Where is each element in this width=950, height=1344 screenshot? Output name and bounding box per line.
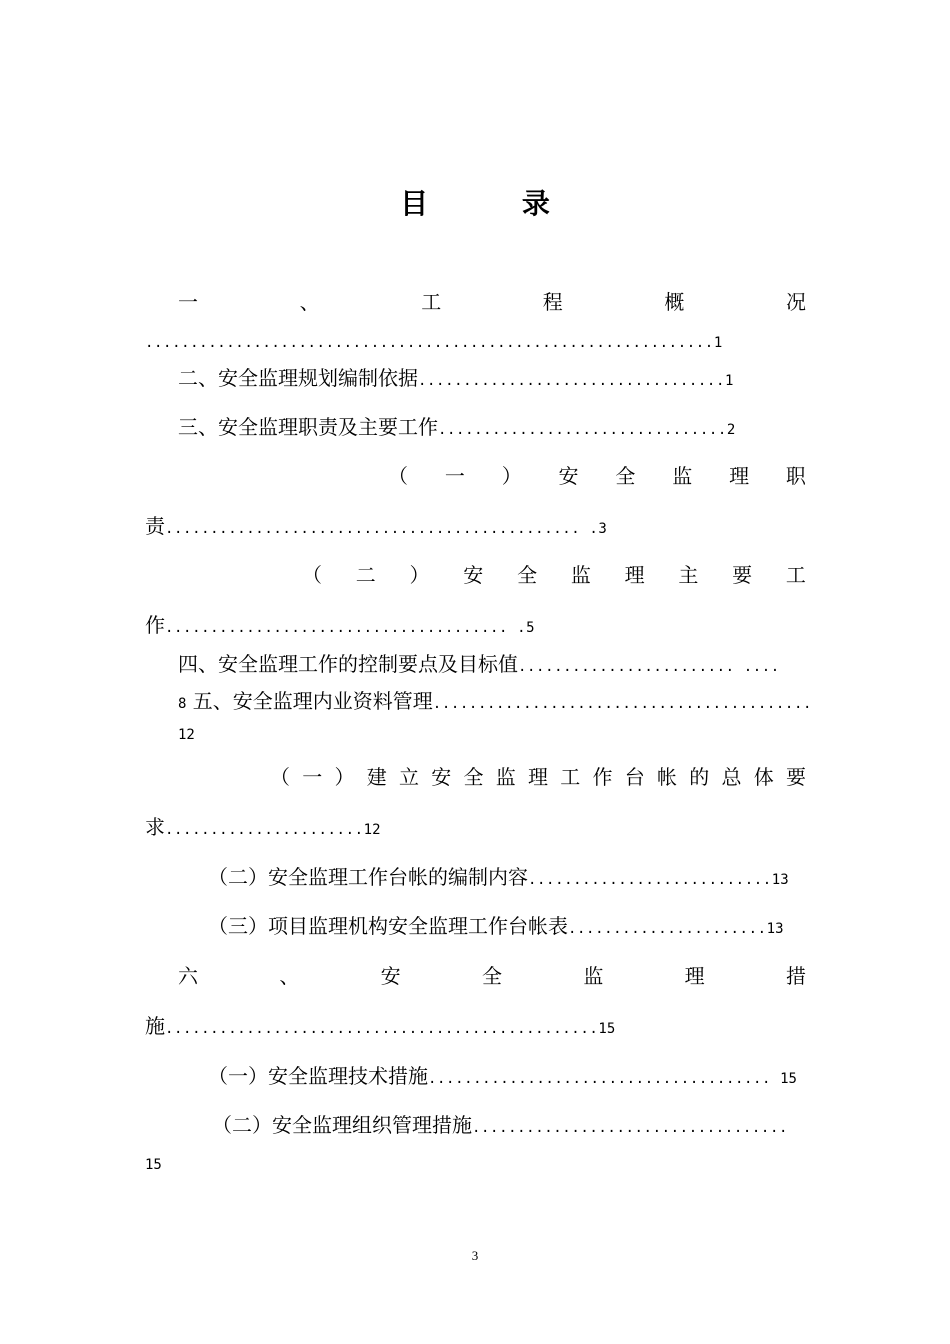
toc-char: 安 — [558, 464, 579, 488]
toc-entry-3[interactable] — [178, 413, 735, 444]
toc-char: 要 — [786, 765, 806, 789]
toc-char: 监 — [570, 563, 591, 587]
toc-entry-9[interactable] — [208, 863, 789, 894]
toc-entry-8-leader-line — [145, 813, 381, 844]
toc-char: ） — [334, 765, 355, 789]
toc-char: 理 — [684, 964, 705, 988]
toc-char: 体 — [753, 765, 774, 789]
toc-leader: ...................................... — [428, 1071, 781, 1087]
toc-entry-13-page-line — [145, 1148, 162, 1179]
toc-leader: ...................................... . — [165, 620, 527, 636]
toc-char: 安 — [463, 563, 484, 587]
toc-char: （ — [302, 563, 322, 587]
toc-leader: ........................ .... — [518, 659, 780, 675]
toc-char: 立 — [399, 765, 419, 789]
toc-page-number: 13 — [766, 921, 784, 937]
toc-entry-text: 二、安全监理规划编制依据 — [178, 366, 418, 390]
toc-char: 安 — [431, 765, 452, 789]
toc-char: 监 — [583, 964, 604, 988]
toc-char: 全 — [517, 563, 538, 587]
toc-char: 措 — [785, 964, 806, 988]
toc-entry-text: （二）安全监理工作台帐的编制内容 — [208, 865, 528, 889]
toc-leader: ................................................ — [165, 1021, 599, 1037]
toc-char: 程 — [542, 290, 563, 314]
toc-char: 主 — [678, 563, 699, 587]
toc-entry-11-heading — [178, 962, 806, 990]
toc-page-number: 3 — [598, 521, 607, 537]
toc-char: 、 — [299, 290, 320, 314]
toc-char: 作 — [592, 765, 613, 789]
toc-char: ） — [409, 563, 430, 587]
toc-page-number: 15 — [598, 1021, 616, 1037]
toc-char: 一 — [178, 290, 198, 314]
toc-leader: .......................................... — [432, 696, 813, 712]
toc-page-number: 8 — [178, 696, 187, 712]
toc-entry-2[interactable] — [178, 364, 733, 395]
toc-char: 理 — [624, 563, 645, 587]
toc-char: 安 — [380, 964, 401, 988]
toc-entry-10[interactable] — [208, 912, 784, 943]
toc-page-number: 2 — [726, 422, 736, 438]
toc-leader: ...................... — [568, 921, 767, 937]
toc-char: 台 — [624, 765, 645, 789]
toc-char: ） — [501, 464, 522, 488]
toc-char: 概 — [664, 290, 685, 314]
toc-char: 要 — [732, 563, 753, 587]
toc-entry-8-heading — [270, 763, 806, 791]
toc-leader: .................................. — [418, 373, 725, 389]
toc-leader: ................................... — [472, 1120, 789, 1136]
toc-page-number: 1 — [713, 335, 723, 351]
toc-char: 总 — [721, 765, 742, 789]
page-footer-number: 3 — [471, 1248, 479, 1263]
toc-char: 全 — [481, 964, 502, 988]
toc-char: 一 — [444, 464, 465, 488]
toc-char: 理 — [528, 765, 548, 789]
toc-entry-text: 五、安全监理内业资料管理 — [192, 689, 433, 713]
toc-entry-11-leader-line — [145, 1012, 615, 1043]
toc-entry-4-heading — [388, 462, 806, 490]
toc-char: 全 — [615, 464, 636, 488]
toc-entry-text: 求 — [145, 815, 165, 839]
toc-char: 理 — [729, 464, 750, 488]
toc-page-number: 15 — [780, 1071, 797, 1087]
toc-entry-1-leader-line — [145, 326, 722, 357]
toc-entry-text: 三、安全监理职责及主要工作 — [178, 415, 438, 439]
toc-page-number: 15 — [145, 1157, 162, 1173]
toc-page-number: 12 — [178, 727, 195, 743]
toc-entry-13[interactable] — [212, 1111, 788, 1142]
toc-char: 监 — [495, 765, 516, 789]
toc-entry-7[interactable] — [178, 687, 812, 718]
page-title: 目 录 — [400, 187, 592, 220]
toc-char: 全 — [463, 765, 484, 789]
toc-char: 一 — [302, 765, 323, 789]
toc-entry-text: （二）安全监理组织管理措施 — [212, 1113, 472, 1137]
toc-entry-text: 四、安全监理工作的控制要点及目标值 — [178, 652, 518, 676]
toc-leader: ...................... — [165, 822, 364, 838]
toc-char: 帐 — [657, 765, 677, 789]
toc-entry-text: 责 — [145, 514, 165, 538]
toc-char: （ — [388, 464, 408, 488]
toc-entry-text: 施 — [145, 1014, 165, 1038]
toc-entry-5-heading — [302, 561, 806, 589]
toc-entry-5-leader-line — [145, 611, 535, 642]
toc-leader: ............................................................... — [145, 335, 714, 351]
toc-entry-6[interactable] — [178, 650, 780, 681]
toc-page-number: 1 — [724, 373, 734, 389]
toc-entry-text: 作 — [145, 613, 165, 637]
toc-char: 监 — [672, 464, 693, 488]
toc-char: 工 — [421, 290, 442, 314]
toc-entry-text: （一）安全监理技术措施 — [208, 1064, 428, 1088]
toc-char: 职 — [785, 464, 806, 488]
toc-char: 况 — [785, 290, 806, 314]
toc-page-number: 13 — [771, 872, 789, 888]
toc-entry-text: （三）项目监理机构安全监理工作台帐表 — [208, 914, 568, 938]
toc-entry-12[interactable] — [208, 1062, 797, 1093]
toc-char: 六 — [178, 964, 198, 988]
toc-char: 二 — [355, 563, 376, 587]
toc-char: 工 — [785, 563, 806, 587]
toc-page-number: 12 — [363, 822, 381, 838]
toc-entry-4-leader-line — [145, 512, 607, 543]
toc-leader: ........................... — [528, 872, 772, 888]
toc-leader: .............................................. . — [165, 521, 599, 537]
toc-char: 工 — [560, 765, 581, 789]
toc-char: 建 — [366, 765, 387, 789]
toc-leader: ................................ — [438, 422, 727, 438]
toc-char: （ — [270, 765, 290, 789]
toc-entry-1-heading — [178, 288, 806, 316]
toc-char: 、 — [279, 964, 300, 988]
toc-entry-7-page-line — [178, 718, 195, 749]
toc-char: 的 — [689, 765, 710, 789]
toc-page-number: 5 — [526, 620, 535, 636]
